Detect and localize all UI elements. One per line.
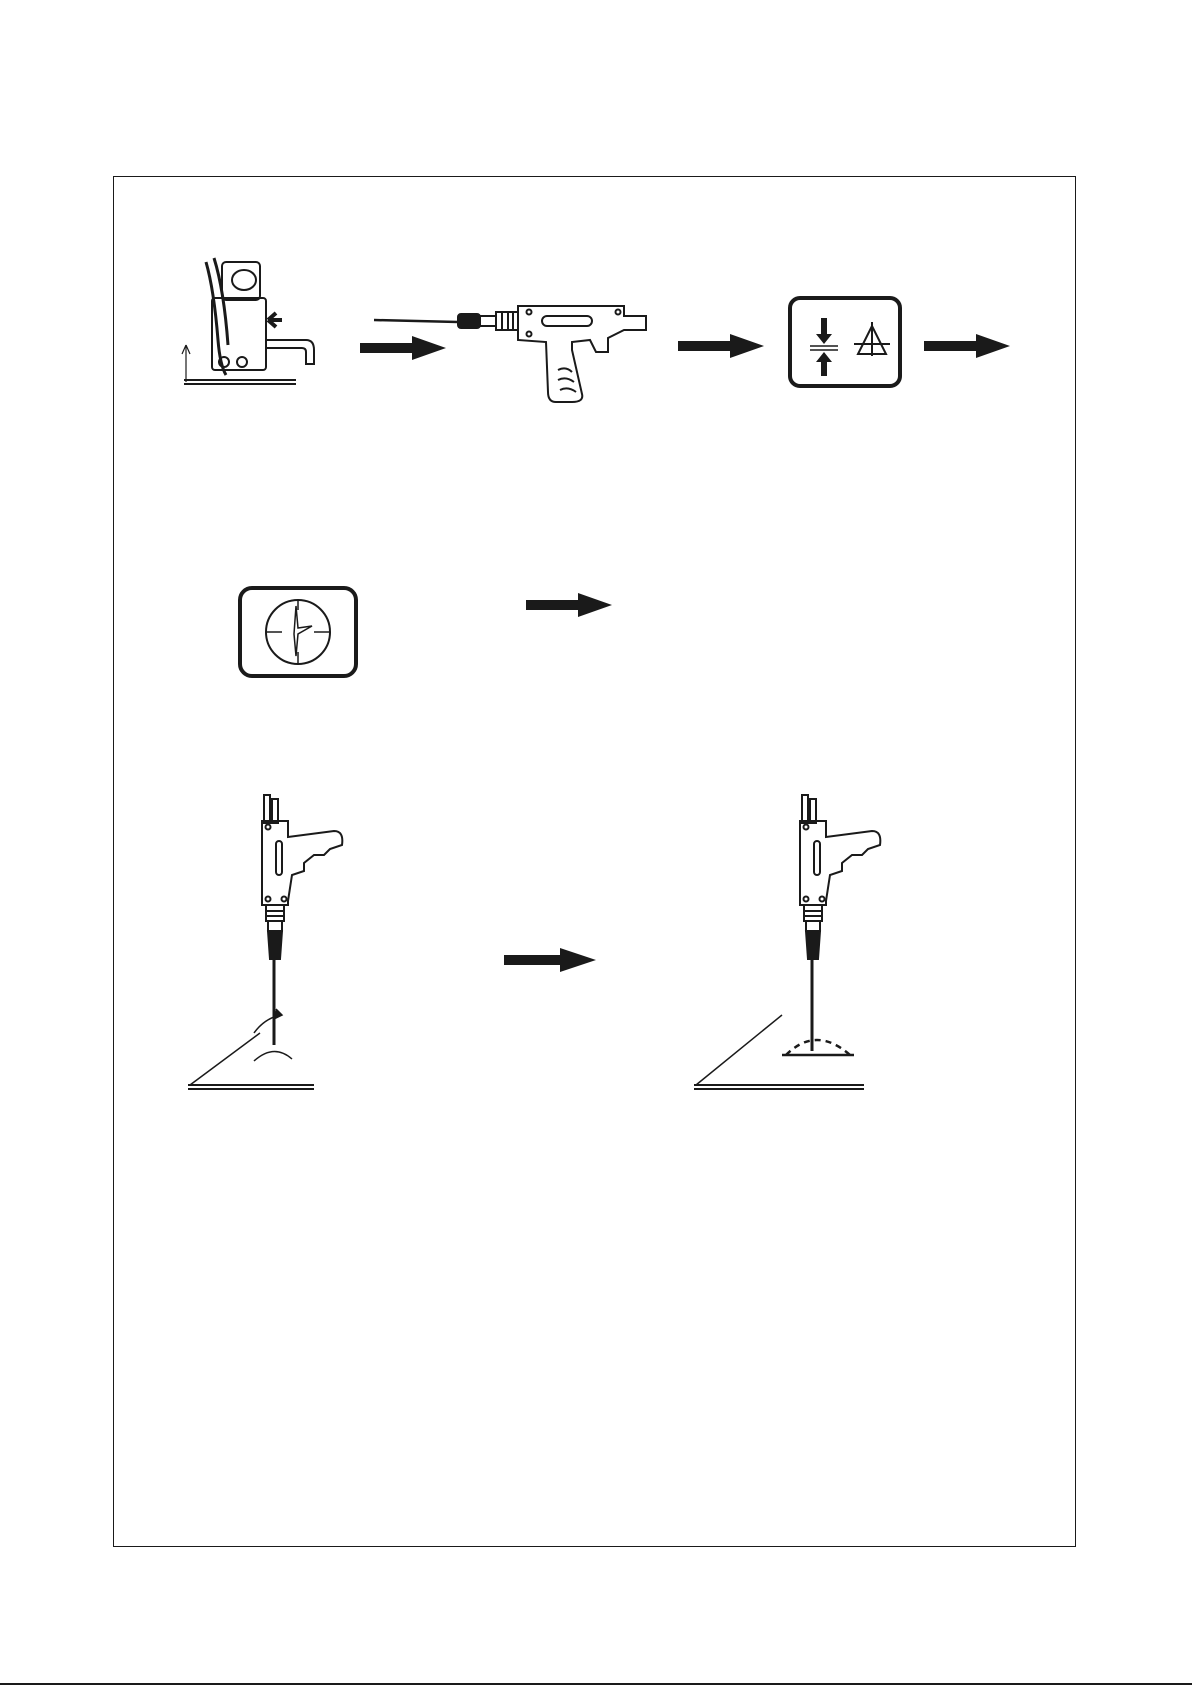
stud-gun-side-illustration <box>372 292 657 404</box>
clamp-illustration <box>176 250 341 385</box>
gap-triangle-panel-icon <box>788 296 902 388</box>
arc-flash-panel-icon <box>238 586 358 678</box>
arrow-right-icon <box>504 946 596 974</box>
arrow-right-icon <box>526 591 612 619</box>
arrow-right-icon <box>678 332 764 360</box>
arrow-right-icon <box>924 332 1010 360</box>
gun-vertical-welding-illustration <box>690 793 880 1093</box>
gun-vertical-lifted-illustration <box>184 793 354 1093</box>
